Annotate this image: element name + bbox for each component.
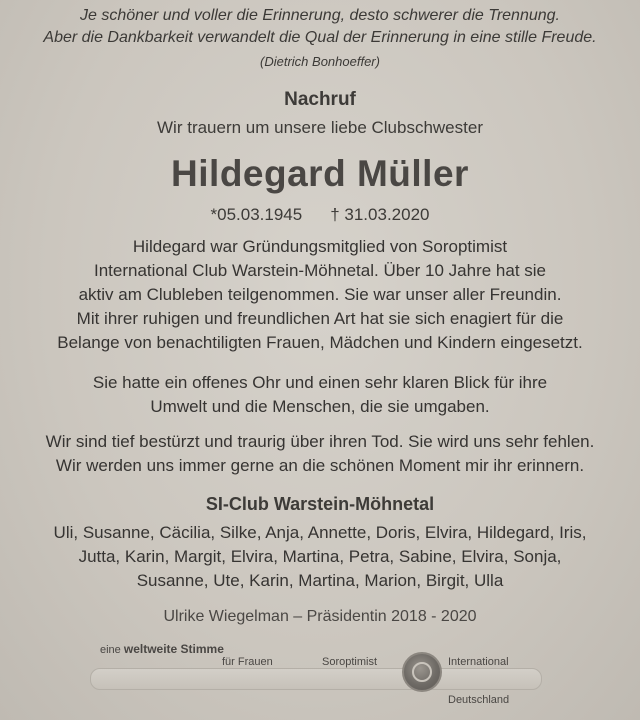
- quote-attribution: (Dietrich Bonhoeffer): [260, 54, 380, 69]
- soroptimist-emblem-icon: [402, 652, 442, 692]
- birth-date: *05.03.1945: [210, 205, 303, 224]
- paragraph-3-line: Wir werden uns immer gerne an die schönen Moment mir ihr erinnern.: [55, 456, 585, 475]
- president-signature: Ulrike Wiegelman – Präsidentin 2018 - 2020: [163, 608, 477, 625]
- nachruf-heading: Nachruf: [284, 89, 356, 110]
- death-date: † 31.03.2020: [330, 205, 430, 224]
- paragraph-2-line: Sie hatte ein offenes Ohr und einen sehr klaren Blick für ihre: [92, 373, 548, 392]
- paragraph-3: [0, 430, 640, 478]
- quote-line-2: Aber die Dankbarkeit verwandelt die Qual der Erinnerung in eine stille Freude.: [43, 29, 597, 46]
- logo-slogan-line-2: für Frauen: [222, 656, 273, 668]
- paragraph-1-line: Mit ihrer ruhigen und freundlichen Art hat sie sich enagiert für die: [76, 309, 564, 328]
- paragraph-2-line: Umwelt und die Menschen, die sie umgaben.: [150, 397, 490, 416]
- member-list-line: Jutta, Karin, Margit, Elvira, Martina, Petra, Sabine, Elvira, Sonja,: [78, 547, 562, 566]
- paragraph-1-line: Belange von benachtiligten Frauen, Mädchen und Kindern eingesetzt.: [57, 333, 583, 352]
- member-list-line: Uli, Susanne, Cäcilia, Silke, Anja, Annette, Doris, Elvira, Hildegard, Iris,: [53, 523, 587, 542]
- logo-slogan-line-1: [100, 642, 224, 656]
- deceased-name: Hildegard Müller: [171, 153, 469, 194]
- paragraph-2: [0, 371, 640, 419]
- club-title: SI-Club Warstein-Möhnetal: [205, 494, 435, 514]
- logo-slogan-eine: eine: [100, 644, 121, 656]
- soroptimist-logo: [90, 638, 540, 710]
- paragraph-1-line: International Club Warstein-Möhnetal. Über 10 Jahre hat sie: [94, 261, 546, 280]
- member-list: [0, 521, 640, 593]
- logo-deutschland: Deutschland: [448, 694, 510, 706]
- mourning-subline: Wir trauern um unsere liebe Clubschwester: [157, 118, 483, 137]
- paragraph-3-line: Wir sind tief bestürzt und traurig über ihren Tod. Sie wird uns sehr fehlen.: [45, 432, 595, 451]
- life-dates: [0, 205, 640, 225]
- logo-international: International: [448, 656, 509, 668]
- logo-soroptimist: Soroptimist: [322, 656, 378, 668]
- paragraph-1-line: aktiv am Clubleben teilgenommen. Sie war unser aller Freundin.: [78, 285, 562, 304]
- logo-bar: [90, 668, 542, 690]
- paragraph-1: [0, 235, 640, 355]
- member-list-line: Susanne, Ute, Karin, Martina, Marion, Birgit, Ulla: [136, 571, 504, 590]
- paragraph-1-line: Hildegard war Gründungsmitglied von Soroptimist: [132, 237, 508, 256]
- quote-line-1: Je schöner und voller die Erinnerung, desto schwerer die Trennung.: [80, 7, 560, 24]
- logo-slogan-stimme: weltweite Stimme: [123, 642, 224, 656]
